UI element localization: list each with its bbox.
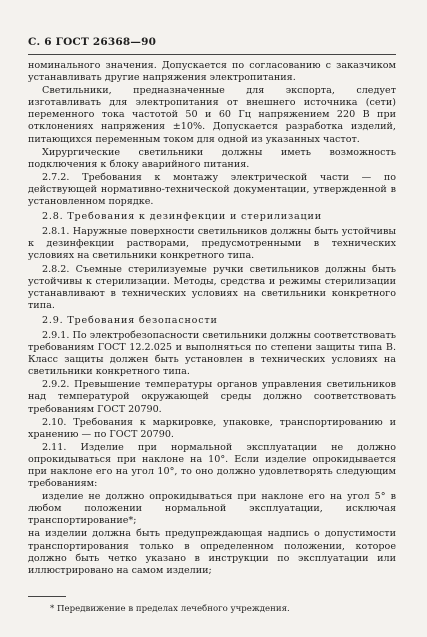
paragraph-2-7-2: 2.7.2. Требования к монтажу электрической части — по действующей нормативно-технической документации, утвержденной в установленном порядке. <box>28 171 396 208</box>
paragraph-requirement-2: на изделии должна быть предупреждающая надпись о допустимости транспортирования только в определенном положении, которое должно быть четко указано в инструкции по эксплуатации или иллюстрировано на самом изделии; <box>28 528 396 576</box>
heading-2-8: 2.8. Требования к дезинфекции и стерилизации <box>42 211 322 223</box>
paragraph-2-9-2: 2.9.2. Превышение температуры органов управления светильников над температурой окружающей среды должно соответствовать требованиям ГОСТ 20790. <box>28 379 396 415</box>
footnote-rule <box>28 596 66 597</box>
header-rule <box>28 54 396 55</box>
page-header: С. 6 ГОСТ 26368—90 <box>28 36 157 48</box>
paragraph-continuation: номинального значения. Допускается по согласованию с заказчиком устанавливать другие напряжения электропитания. <box>28 60 396 84</box>
paragraph-2-8-1: 2.8.1. Наружные поверхности светильников должны быть устойчивы к дезинфекции растворами, предусмотренными в технических условиях на светильники конкретного типа. <box>28 226 396 262</box>
paragraph-2-9-1: 2.9.1. По электробезопасности светильники должны соответствовать требованиям ГОСТ 12.2.025 и выполняться по степени защиты типа В. Класс защиты должен быть установлен в технических условиях на светильники конкретного типа. <box>28 329 396 378</box>
paragraph-emergency-power: Хирургические светильники должны иметь возможность подключения к блоку аварийного питания. <box>28 146 396 170</box>
heading-2-9: 2.9. Требования безопасности <box>42 314 218 326</box>
paragraph-2-11: 2.11. Изделие при нормальной эксплуатации не должно опрокидываться при наклоне на 10°. Если изделие опрокидывается при наклоне его на угол 10°, то оно должно удовлетворять следующим требованиям: <box>28 441 396 490</box>
paragraph-2-10: 2.10. Требования к маркировке, упаковке, транспортированию и хранению — по ГОСТ 20790. <box>28 416 396 440</box>
footnote: * Передвижение в пределах лечебного учреждения. <box>50 604 290 614</box>
paragraph-export: Светильники, предназначенные для экспорта, следует изготавливать для электропитания от внешнего источника (сети) переменного тока частотой 50 и 60 Гц напряжением 220 В при отклонениях напряжения ±10%. Допускается разработка изделий, питающихся переменным током для одной из указанных частот. <box>28 85 396 145</box>
paragraph-requirement-1: изделие не должно опрокидываться при наклоне его на угол 5° в любом положении нормальной эксплуатации, исключая транспортирование*; <box>28 491 396 527</box>
paragraph-2-8-2: 2.8.2. Съемные стерилизуемые ручки светильников должны быть устойчивы к стерилизации. Методы, средства и режимы стерилизации устанавливают в технических условиях на светильники конкретного типа. <box>28 263 396 311</box>
body-text <box>28 60 396 578</box>
